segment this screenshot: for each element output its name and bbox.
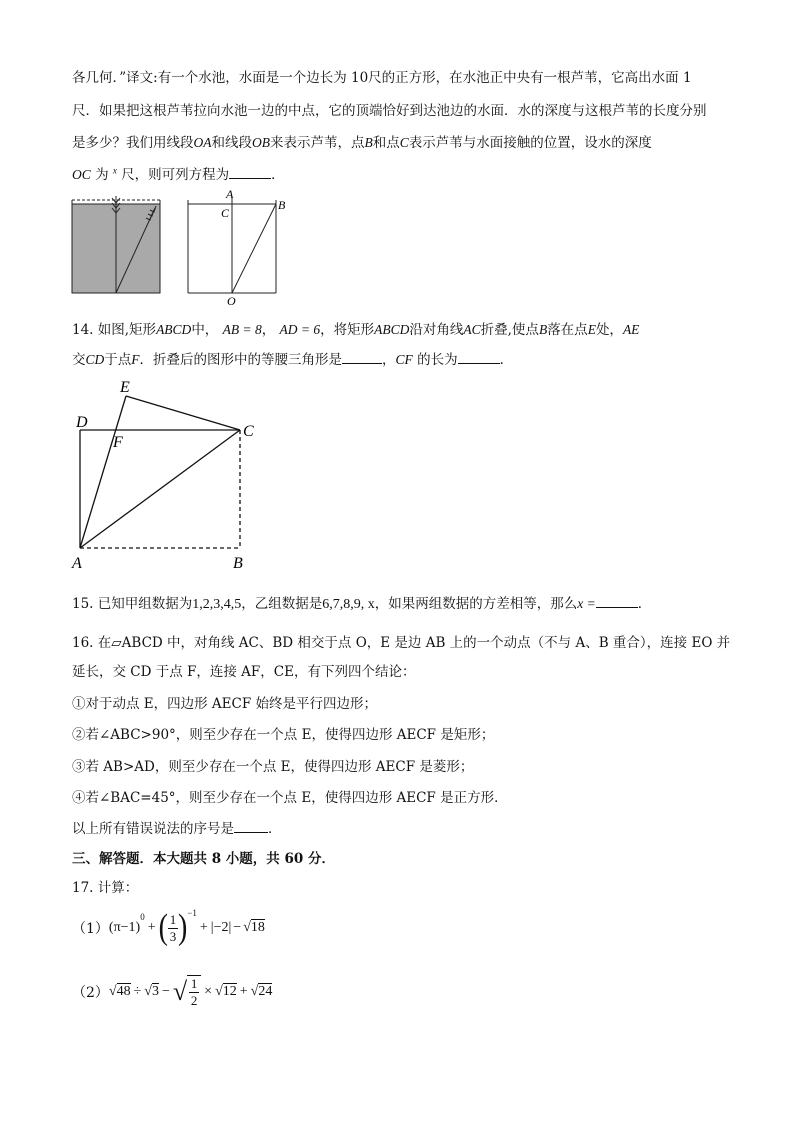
- q16-question: 以上所有错误说法的序号是 ．: [72, 817, 724, 837]
- q13-line-4: OC 为 $^x$ 尺，则可列方程为 ．: [72, 165, 285, 183]
- q16-conclusion-4: ④若∠BAC=45°，则至少存在一个点 E，使得四边形 AECF 是正方形．: [72, 790, 508, 806]
- q17-p2-label: （2）: [72, 985, 109, 1001]
- q17-p2-sqrt-4: √24: [250, 984, 273, 999]
- q14-line-2: 交CD于点F．折叠后的图形中的等腰三角形是 ，CF 的长为 ．: [72, 348, 724, 368]
- q16-answer-blank[interactable]: [234, 818, 268, 833]
- edge-EC: [126, 396, 240, 430]
- q14-line-1: 14. 如图,矩形ABCD中， AB = 8， AD = 6，将矩形ABCD沿对角线AC折叠,使点B落在点E处，AE: [72, 322, 640, 338]
- q13-line-3: 是多少？我们用线段OA和线段OB来表示芦苇，点B和点C表示芦苇与水面接触的位置，设水的深度: [72, 135, 652, 151]
- q14-label-D: D: [76, 414, 88, 431]
- q16-conclusion-2: ②若∠ABC>90°，则至少存在一个点 E，使得四边形 AECF 是矩形；: [72, 727, 495, 743]
- q13-line-1: 各几何．”译文:有一个水池，水面是一个边长为 10尺的正方形，在水池正中央有一根芦苇，它高出水面 1: [72, 70, 692, 86]
- q13-right-pond: [188, 187, 286, 306]
- q14-label-B: B: [233, 555, 243, 572]
- q13-pond-figure: [66, 186, 296, 306]
- diagonal-AC: [80, 430, 240, 548]
- q13-label-B: B: [278, 198, 286, 212]
- q16-conclusion-3: ③若 AB>AD，则至少存在一个点 E，使得四边形 AECF 是菱形；: [72, 759, 474, 775]
- q17-p2-sqrt-1: √48: [108, 984, 131, 999]
- q15-answer-blank[interactable]: [596, 593, 638, 608]
- q14-rectangle-figure: [70, 376, 270, 574]
- q13-answer-blank[interactable]: [229, 164, 271, 179]
- q13-line-2: 尺．如果把这根芦苇拉向水池一边的中点，它的顶端恰好到达池边的水面．水的深度与这根芦苇的长度分别: [72, 103, 707, 119]
- q16-line-2: 延长，交 CD 于点 F，连接 AF，CE，有下列四个结论：: [72, 664, 416, 680]
- q13-label-A: A: [226, 187, 234, 201]
- q17-p1-sqrt: √18: [243, 920, 265, 935]
- q14-label-E: E: [120, 379, 130, 396]
- q16-line-1: 16. 在▱ABCD 中，对角线 AC、BD 相交于点 O，E 是边 AB 上的一个动点（不与 A、B 重合），连接 EO 并: [72, 635, 731, 651]
- q17-p1-pi-term: (π−1): [108, 920, 141, 935]
- q17-p2-sqrt-frac: √ 1 2: [173, 975, 201, 1009]
- q14-answer-blank-1[interactable]: [342, 349, 382, 364]
- q13-label-C: C: [221, 206, 230, 220]
- q17-part-1: （1） (π−1) $^0$ + ( 1 3 ) $^{-1}$ + |−2| − √18: [72, 907, 265, 948]
- q16-conclusion-1: ①对于动点 E，四边形 AECF 始终是平行四边形；: [72, 696, 378, 712]
- q15-line: 15. 已知甲组数据为1,2,3,4,5，乙组数据是6,7,8,9, x，如果两组数据的方差相等，那么x = ．: [72, 592, 724, 613]
- q14-label-A: A: [72, 555, 82, 572]
- q17-title: 17. 计算：: [72, 880, 139, 896]
- q14-label-C: C: [243, 423, 254, 440]
- q17-p2-sqrt-2: √3: [144, 984, 159, 999]
- q13-left-pond: [72, 196, 160, 293]
- q17-p1-abs: |−2|: [210, 920, 232, 935]
- section-3-heading: 三、解答题．本大题共 8 小题，共 60 分．: [72, 851, 335, 867]
- q17-p2-sqrt-3: √12: [215, 984, 237, 999]
- q14-label-F: F: [113, 434, 123, 451]
- q17-p1-fraction-paren: ( 1 3 ): [158, 907, 188, 948]
- q17-part-2: （2） √48 ÷ √3 − √ 1 2 × √12 + √24: [72, 976, 273, 1008]
- q17-p1-label: （1）: [72, 921, 109, 937]
- q13-label-O: O: [227, 294, 236, 306]
- q14-answer-blank-2[interactable]: [458, 349, 500, 364]
